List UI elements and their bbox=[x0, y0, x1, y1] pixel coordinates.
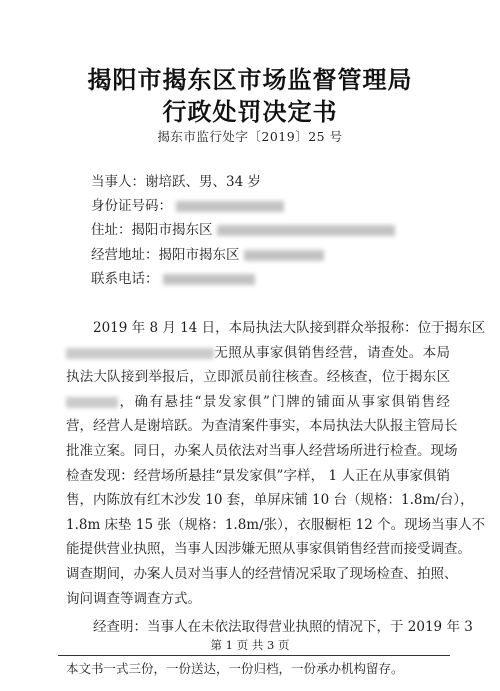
footer-divider bbox=[58, 655, 450, 656]
body-line: 1.8m 床垫 15 张（规格：1.8m/张），衣服橱柜 12 个。现场当事人不 bbox=[66, 516, 486, 533]
business-address-row bbox=[91, 243, 324, 263]
phone-row bbox=[91, 267, 255, 287]
footer-note: 本文书一式三份，一份送达，一份归档，一份承办机构留存。 bbox=[66, 661, 404, 676]
id-number-row bbox=[91, 194, 284, 214]
id-number-label: 身份证号码： bbox=[91, 198, 172, 214]
body-line: 批准立案。同日，办案人员依法对当事人经营场所进行检查。现场 bbox=[66, 442, 458, 459]
document-number: 揭东市监行处字〔2019〕25 号 bbox=[157, 129, 343, 144]
body-line: 执法大队接到举报后，立即派员前往核查。经核查，位于揭东区 bbox=[66, 369, 450, 386]
body-line: 能提供营业执照，当事人因涉嫌无照从事家俱销售经营而接受调查。 bbox=[66, 541, 471, 558]
issuing-authority-title: 揭阳市揭东区市场监督管理局 bbox=[87, 65, 413, 94]
business-address-value: 揭阳市揭东区 bbox=[158, 247, 240, 263]
page-number: 第 1 页 共 3 页 bbox=[210, 638, 290, 652]
redacted-location bbox=[66, 397, 118, 408]
redacted-location bbox=[66, 348, 214, 359]
address-value: 揭阳市揭东区 bbox=[131, 222, 213, 238]
case-facts-paragraph bbox=[66, 316, 486, 640]
business-address-label: 经营地址： bbox=[91, 247, 159, 263]
redacted-business-address bbox=[244, 250, 324, 261]
body-line: 2019 年 8 月 14 日，本局执法大队接到群众举报称：位于揭东区 bbox=[93, 320, 486, 336]
body-line: 营，经营人是谢培跃。为查清案件事实，本局执法大队报主管局长 bbox=[66, 418, 458, 435]
body-line: ，确有悬挂“景发家俱”门牌的铺面从事家俱销售经 bbox=[66, 390, 450, 415]
redacted-address bbox=[217, 225, 395, 236]
body-line: 询问调查等调查方式。 bbox=[66, 590, 201, 607]
document-title: 行政处罚决定书 bbox=[162, 97, 338, 126]
findings-line: 经查明：当事人在未依法取得营业执照的情况下，于 2019 年 3 bbox=[93, 619, 473, 636]
phone-label: 联系电话： bbox=[91, 271, 159, 287]
redacted-phone bbox=[163, 274, 255, 285]
body-line: 检查发现：经营场所悬挂“景发家俱”字样， 1 人正在从事家俱销 bbox=[66, 467, 450, 484]
address-row bbox=[91, 218, 395, 238]
redacted-id-number bbox=[176, 201, 284, 212]
body-line: 无照从事家俱销售经营，请查处。本局 bbox=[66, 341, 450, 366]
party-name-line: 当事人：谢培跃、男、34 岁 bbox=[91, 174, 261, 190]
body-line: 售，内陈放有红木沙发 10 套，单屏床铺 10 台（规格：1.8m/台）， bbox=[66, 492, 474, 509]
body-line: 调查期间，办案人员对当事人的经营情况采取了现场检查、拍照、 bbox=[66, 565, 458, 582]
address-label: 住址： bbox=[91, 222, 132, 238]
